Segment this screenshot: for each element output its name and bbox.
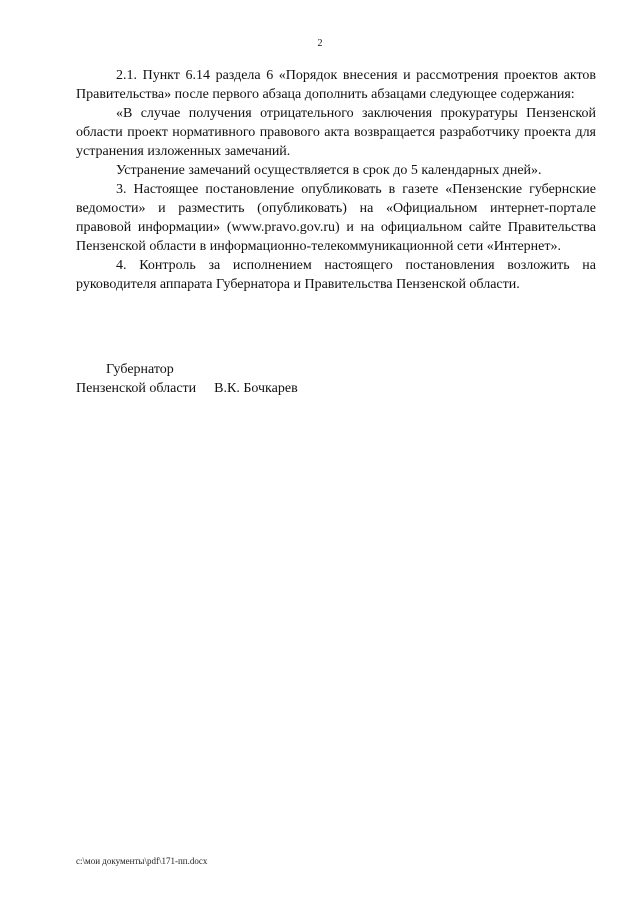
signature-position-title: Губернатор (106, 362, 174, 377)
document-body (76, 66, 596, 294)
paragraph-3: 3. Настоящее постановление опубликовать в газете «Пензенские губернские ведомости» и разместить (опубликовать) на «Официальном интернет-портале правовой информации» (www.pravo.gov.ru) и на официальном сайте Правительства Пензенской области в информационно-телекоммуникационной сети «Интернет». (76, 182, 596, 254)
signature-block (76, 360, 298, 398)
paragraph-quote-end: Устранение замечаний осуществляется в срок до 5 календарных дней». (116, 163, 542, 178)
page-number: 2 (317, 38, 323, 49)
signature-region: Пензенской области (76, 381, 197, 396)
signature-line (76, 379, 298, 398)
paragraph-quote-start: «В случае получения отрицательного заключения прокуратуры Пензенской области проект нормативного правового акта возвращается разработчику проекта для устранения изложенных замечаний. (76, 106, 596, 159)
paragraph-4: 4. Контроль за исполнением настоящего постановления возложить на руководителя аппарата Губернатора и Правительства Пензенской области. (76, 258, 596, 292)
signature-name: В.К. Бочкарев (214, 381, 298, 396)
footer-file-path: c:\мои документы\pdf\171-пп.docx (76, 856, 208, 866)
paragraph-2-1: 2.1. Пункт 6.14 раздела 6 «Порядок внесения и рассмотрения проектов актов Правительства» после первого абзаца дополнить абзацами следующее содержания: (76, 68, 596, 102)
